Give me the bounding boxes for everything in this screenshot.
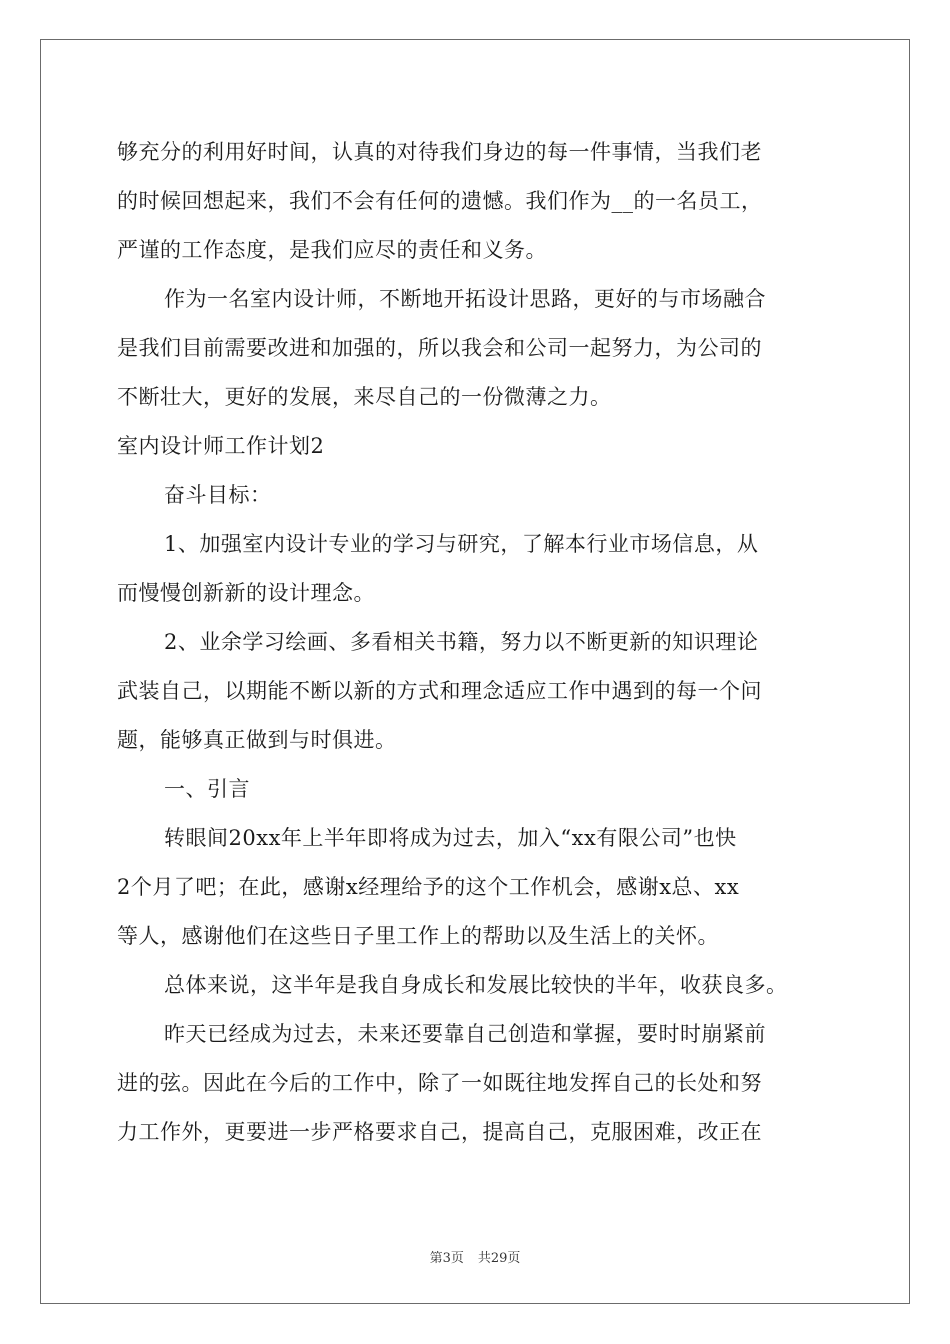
text-line: 进的弦。因此在今后的工作中，除了一如既往地发挥自己的长处和努 <box>117 1071 762 1095</box>
text-line: 昨天已经成为过去，未来还要靠自己创造和掌握，要时时崩紧前 <box>164 1022 766 1046</box>
text-line: 不断壮大，更好的发展，来尽自己的一份微薄之力。 <box>117 385 612 409</box>
section-heading: 室内设计师工作计划2 <box>117 434 325 458</box>
page-number: 第3页 <box>429 1251 464 1266</box>
subsection-heading: 一、引言 <box>164 777 250 801</box>
text-line: 总体来说，这半年是我自身成长和发展比较快的半年，收获良多。 <box>164 973 788 997</box>
text-line: 的时候回想起来，我们不会有任何的遗憾。我们作为__的一名员工， <box>117 189 763 213</box>
text-line: 而慢慢创新新的设计理念。 <box>117 581 375 605</box>
text-line: 是我们目前需要改进和加强的，所以我会和公司一起努力，为公司的 <box>117 336 762 360</box>
text-line: 作为一名室内设计师，不断地开拓设计思路，更好的与市场融合 <box>164 287 766 311</box>
text-line: 奋斗目标： <box>164 483 272 507</box>
list-item: 2、业余学习绘画、多看相关书籍，努力以不断更新的知识理论 <box>164 630 759 654</box>
text-line: 力工作外，更要进一步严格要求自己，提高自己，克服困难，改正在 <box>117 1120 762 1144</box>
text-line: 转眼间20xx年上半年即将成为过去，加入“xx有限公司”也快 <box>164 826 737 850</box>
text-line: 够充分的利用好时间，认真的对待我们身边的每一件事情，当我们老 <box>117 140 762 164</box>
text-line: 等人，感谢他们在这些日子里工作上的帮助以及生活上的关怀。 <box>117 924 719 948</box>
text-line: 2个月了吧；在此，感谢x经理给予的这个工作机会，感谢x总、xx <box>117 875 740 899</box>
list-item: 1、加强室内设计专业的学习与研究，了解本行业市场信息，从 <box>164 532 759 556</box>
text-line: 题，能够真正做到与时俱进。 <box>117 728 397 752</box>
text-line: 严谨的工作态度，是我们应尽的责任和义务。 <box>117 238 547 262</box>
text-line: 武装自己，以期能不断以新的方式和理念适应工作中遇到的每一个问 <box>117 679 762 703</box>
page-footer <box>0 1247 950 1266</box>
page-total: 共29页 <box>477 1251 521 1266</box>
